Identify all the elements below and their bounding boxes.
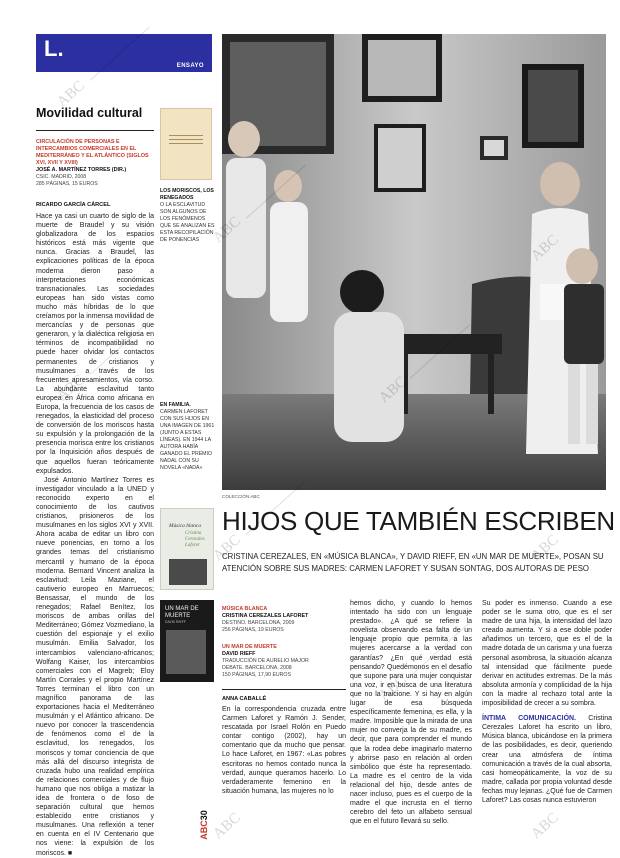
- book1-publisher: DESTINO. BARCELONA, 2009: [222, 620, 295, 626]
- paragraph: Hace ya casi un cuarto de siglo de la muerte de Braudel y su visión globalizadora de los espacios históricos está más vigente que nunca. Gracias a Braudel, las explicaciones políticas de la época moderna dieron paso a interpretaciones económicas transnacionales. Las sociedades europeas han sido vistas como mucho más híbridas de lo que creíamos por la inmensa movilidad de mercancías y de personas que generaron, y la dialéctica religiosa en términos de incompatibilidad no puede hacer olvidar los contactos permanentes de cristianos y musulmanes a través de los frecuentes apresamientos, vía corso. La abundante esclavitud tanto europea en África como africana en Europa, la frecuencia de los casos de renegados, la elasticidad del proceso de conversión de los moriscos hasta su expulsión y la prolongación de la presencia morisca entre los cristianos por la Inquisición años después de que aquellos fueran teóricamente expulsados.: [36, 213, 154, 475]
- book2-pages: 150 PÁGINAS, 17,90 EUROS: [222, 672, 291, 678]
- section-letter: L.: [44, 36, 64, 61]
- caption-renegados: [160, 188, 216, 244]
- article-byline: ANNA CABALLÉ: [222, 696, 267, 702]
- book-title: CIRCULACIÓN DE PERSONAS E INTERCAMBIOS COMERCIALES EN EL MEDITERRÁNEO Y EL ATLÁNTICO (SIGLOS XVI, XVII Y XVIII): [36, 139, 149, 166]
- page-brand: ABC: [198, 820, 209, 840]
- book2-translation: TRADUCCIÓN DE AURELIO MAJOR: [222, 658, 309, 664]
- book2-author: DAVID RIEFF: [222, 651, 256, 657]
- divider: [222, 689, 346, 690]
- paragraph: [36, 476, 154, 858]
- cover-rule: [169, 143, 203, 144]
- paragraph: [482, 714, 612, 805]
- paragraph-text: José Antonio Martínez Torres es investigador vinculado a la UNED y reconocido experto en el conocimiento de los cautivos cristianos, prisioneros de los musulmanes en los siglos XVI y XVII. Ahora acaba de editar un libro con nueve ponencias, en torno a los grandes temas del cristianismo mercantil y humano de la época moderna. Bernard Vincent analiza la esclavitud: Leila Maziane, el cautiverio europeo en Marruecos; Bensassar, el mundo de los renegados; Rafael Benítez, los moriscos de ambas orillas del Mediterráneo; Gómez Vozmediano, la cuestión del espionaje y el exilio musulmán. Emilia Salvador, los intercambios valenciano-africanos; Wolfang Kaiser, los intercambios comerciales con el Magreb; Eloy Martín Corrales y el propio Martínez Torres terminan el libro con un magnífico panorama de las exportaciones hacia el Mediterráneo musulmán y el Atlántico africano. De nuevo por conocer la trascendencia de fenómenos como el de la esclavitud, los renegados, los moriscos y tomar conciencia de que más allá del discurso integrista de cruzada hubo una realidad empírica de relaciones comerciales y de flujo humano que nos obliga a matizar la idea de frontera o de foso de separación cultural que hemos establecido entre cristianos y musulmanes. Una reflexión a tener en cuenta en el IV Centenario que nos viene: la expulsión de los moriscos.: [36, 476, 154, 857]
- cover-image: [169, 559, 207, 585]
- cover-title: UN MAR DE MUERTE: [165, 606, 199, 619]
- article-column-middle: [350, 599, 472, 826]
- cover-author: Cristina Cerezales Laforet: [185, 531, 205, 548]
- cover-title: Música blanca: [169, 523, 201, 529]
- review-byline: RICARDO GARCÍA CÁRCEL: [36, 202, 111, 208]
- article-body-start: En la correspondencia cruzada entre Carmen Laforet y Ramón J. Sender, rescatada por Israel Rolón en Puedo contar contigo (2002), hay un comentario que da mucho que pensar. Lo hace Laforet, en 1967: «Las pobres escritoras no hemos contado nunca la verdad, aunque queramos hacerlo. Lo verdaderamente femenino en la situación humana, las mujeres no lo: [222, 706, 346, 795]
- book1-title: MÚSICA BLANCA: [222, 606, 268, 612]
- article-body: hemos dicho, y cuando lo hemos intentado ha sido con un lenguaje prestado». ¿A qué se refiere la novelista observando esa falta de un lenguaje propio que permita a las mujeres acercarse a la verdad con garantías? ¿En qué verdad está pensando? Quedémonos en el desafío que supone para una mujer conquistar una voz, ir en busca de una literatura que no la traicione. Y si hay en algún lugar de esa búsqueda específicamente femenina, es ella, y la madre. Imposible que la mirada de una mujer no converja la de su madre, es decir, que para comprender el mundo que la rodea debe imaginarlo materno y abrirse paso en relación al orden simbólico que éste ha representado. La madre es el centro de la vida relacional del hijo, desde antes de nacer incluso, pues es el cuerpo de la madre el que incrusta en el tierno cerebro del feto un alfabeto sensual que en el futuro llevará su sello.: [350, 600, 472, 826]
- book-author: JOSÉ A. MARTÍNEZ TORRES (DIR.): [36, 167, 127, 173]
- review-title: Movilidad cultural: [36, 106, 143, 120]
- cover-rule: [169, 139, 203, 140]
- photo-credit: COLECCIÓN ABC: [222, 494, 260, 499]
- caption-head: LOS MORISCOS, LOS RENEGADOS: [160, 188, 214, 201]
- review-body: [36, 212, 154, 858]
- book1-author: CRISTINA CEREZALES LAFORET: [222, 613, 309, 619]
- cover-rule: [169, 135, 203, 136]
- book2-publisher: DEBATE. BARCELONA, 2008: [222, 665, 292, 671]
- watermark: ABC: [54, 77, 88, 111]
- page-num: 30: [198, 810, 209, 821]
- section-header: [36, 34, 212, 72]
- book-info-column: [222, 606, 346, 796]
- watermark: ABC: [376, 671, 410, 705]
- photo-illustration: [222, 34, 606, 490]
- book2-title: UN MAR DE MUERTE: [222, 644, 277, 650]
- caption-family: [160, 402, 218, 472]
- paragraph: Su poder es inmenso. Cuando a ese poder se le suma otro, que es el ser madre de una hija, la intensidad del lazo creado aumenta. Y si a ese doble poder añadimos un tercero, que es el de la madre dotada de un carisma y una fuerza personal asombrosa, la situación alcanza tal intensidad que fácilmente puede derivar en actitudes extremas. De la más absoluta armonía y complicidad de la hija con la madre al rechazo total ante la imposibilidad de crecer a su sombra.: [482, 600, 612, 708]
- cover-author: DAVID RIEFF: [165, 620, 186, 624]
- book-publisher: CSIC. MADRID, 2008: [36, 174, 87, 180]
- book-cover-renegados: [160, 108, 212, 180]
- watermark: ABC: [528, 531, 562, 565]
- inline-subhead: ÍNTIMA COMUNICACIÓN.: [482, 715, 577, 723]
- watermark: ABC: [54, 371, 88, 405]
- section-label: ENSAYO: [176, 63, 204, 69]
- family-photo: [222, 34, 606, 490]
- caption-text: O LA ESCLAVITUD SON ALGUNOS DE LOS FENÓMENOS QUE SE ANALIZAN ES ESTA RECOPILACIÓN DE PONENCIAS: [160, 202, 215, 243]
- caption-text: CARMEN LAFORET CON SUS HIJOS EN UNA IMAGEN DE 1961 (JUNTO A ESTAS LÍNEAS). EN 1944 LA AUTORA HABÍA GANADO EL PREMIO NADAL CON SU NOVELA «NADA»: [160, 409, 215, 471]
- divider: [36, 130, 154, 131]
- page-number: [199, 806, 211, 846]
- article-body: [482, 599, 612, 805]
- book-pages: 285 PÁGINAS, 15 EUROS: [36, 181, 98, 187]
- book-cover-mar-de-muerte: [160, 600, 214, 682]
- article-column-right: [482, 599, 612, 805]
- end-mark: ■: [67, 849, 73, 857]
- article-subhead: CRISTINA CEREZALES, EN «MÚSICA BLANCA», Y DAVID RIEFF, EN «UN MAR DE MUERTE», POSAN SU ATENCIÓN SOBRE SUS MADRES: CARMEN LAFORET Y SUSAN SONTAG, DOS AUTORAS DE PESO: [222, 552, 604, 573]
- book-cover-musica-blanca: [160, 508, 214, 590]
- paragraph-text: Cristina Cerezales Laforet ha escrito un libro, Música blanca, ubicándose en la primera de las posibilidades, es decir, queriendo crear una atmósfera de íntima comunicación a través de la cual absorta, casi homeopáticamente, la voz de su madre, callada por propia voluntad desde fechas muy lejanas. ¿Qué fue de Carmen Laforet? Las cosas nunca estuvieron: [482, 715, 612, 804]
- watermark: ABC: [210, 531, 244, 565]
- article-headline: HIJOS QUE TAMBIÉN ESCRIBEN: [222, 506, 615, 536]
- watermark: ABC: [528, 809, 562, 843]
- caption-head: EN FAMILIA.: [160, 402, 191, 408]
- cover-image: [166, 630, 206, 674]
- book1-pages: 256 PÁGINAS, 19 EUROS: [222, 627, 284, 633]
- review-movilidad: [36, 106, 154, 858]
- watermark: ABC: [210, 809, 244, 843]
